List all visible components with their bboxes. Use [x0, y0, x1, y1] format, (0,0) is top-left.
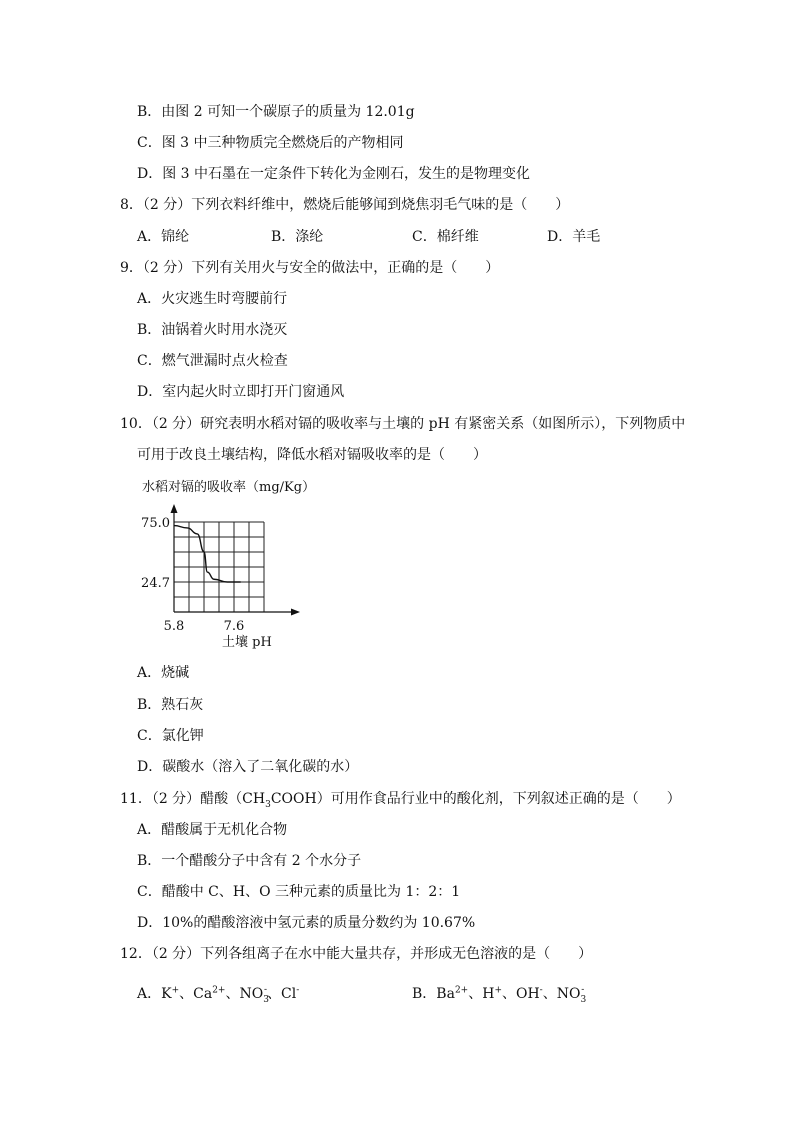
x-tick-label: 7.6: [223, 619, 245, 634]
chart-series: [174, 526, 241, 582]
q10-option-b: B．熟石灰: [137, 697, 204, 713]
q11-option-b: B．一个醋酸分子中含有 2 个水分子: [137, 853, 362, 869]
q11-option-a: A．醋酸属于无机化合物: [137, 822, 288, 838]
chart-grid: [174, 522, 264, 612]
q12-option-a-ions: [161, 985, 300, 1005]
q12-b-ion: H+、: [482, 985, 516, 1002]
q8-option-a: A．锦纶: [137, 229, 190, 245]
q12-option-b-ions: [436, 985, 587, 1005]
q11-stem-post: COOH）可用作食品行业中的酸化剂，下列叙述正确的是（ ）: [270, 791, 681, 807]
q8-options: [0, 227, 794, 247]
x-tick-label: 5.8: [163, 619, 185, 634]
q10-stem-line1: 10．（2 分）研究表明水稻对镉的吸收率与土壤的 pH 有紧密关系（如图所示），下列物质中: [120, 416, 686, 432]
q12-b-ion: $NO_3^-$: [556, 985, 587, 1005]
q9-stem: 9．（2 分）下列有关用火与安全的做法中，正确的是（ ）: [120, 260, 500, 276]
q12-a-ion: $Ca^{2+}$、: [193, 985, 240, 1002]
q9-option-c: C．燃气泄漏时点火检查: [137, 353, 288, 369]
x-axis-arrow: [291, 609, 300, 616]
chart-ylabel: 水稻对镉的吸收率（mg/Kg）: [142, 480, 316, 495]
q12-a-ion: $NO_3^-$、: [239, 985, 281, 1005]
q12-b-ion: $Ba^{2+}$、: [436, 985, 483, 1002]
y-axis-arrow: [171, 504, 178, 513]
q8-stem: 8．（2 分）下列衣料纤维中，燃烧后能够闻到烧焦羽毛气味的是（ ）: [120, 197, 570, 213]
chart-tick-labels: [141, 516, 244, 634]
q8-option-d: D．羊毛: [547, 229, 601, 245]
q11-stem-sub: 3: [265, 799, 271, 810]
q11-option-c: C．醋酸中 C、H、O 三种元素的质量比为 1：2：1: [137, 884, 461, 900]
chart-xlabel: 土壤 pH: [222, 635, 272, 650]
q7-option-d: D．图 3 中石墨在一定条件下转化为金刚石，发生的是物理变化: [137, 166, 531, 182]
q8-option-c: C．棉纤维: [412, 229, 479, 245]
q9-option-a: A．火灾逃生时弯腰前行: [137, 291, 288, 307]
y-tick-label: 24.7: [141, 576, 170, 591]
q7-option-c: C．图 3 中三种物质完全燃烧后的产物相同: [137, 135, 404, 151]
q7-option-b: B．由图 2 可知一个碳原子的质量为 12.01g: [137, 104, 415, 120]
cadmium-absorption-chart: [130, 474, 320, 654]
q12-option-b-label: B．: [412, 986, 437, 1002]
q10-option-d: D．碳酸水（溶入了二氧化碳的水）: [137, 759, 359, 775]
q9-option-b: B．油锅着火时用水浇灭: [137, 322, 288, 338]
y-tick-label: 75.0: [141, 516, 170, 531]
q11-stem-pre: 11．（2 分）醋酸（CH: [120, 791, 266, 807]
q9-option-d: D．室内起火时立即打开门窗通风: [137, 384, 345, 400]
q12-stem: 12．（2 分）下列各组离子在水中能大量共存，并形成无色溶液的是（ ）: [120, 946, 593, 962]
q10-option-a: A．烧碱: [137, 665, 190, 681]
absorption-curve: [174, 526, 241, 582]
q12-a-ion: Cl-: [281, 985, 300, 1002]
q10-stem-line2: 可用于改良土壤结构，降低水稻对镉吸收率的是（ ）: [137, 447, 487, 463]
q12-option-a-label: A．: [137, 986, 162, 1002]
q11-stem: [120, 789, 681, 809]
q11-option-d: D．10%的醋酸溶液中氢元素的质量分数约为 10.67%: [137, 915, 476, 931]
q12-option-b: [412, 984, 587, 1005]
q12-option-a: [137, 984, 299, 1004]
q10-option-c: C．氯化钾: [137, 728, 204, 744]
q12-a-ion: K+、: [161, 985, 194, 1002]
q8-option-b: B．涤纶: [271, 229, 324, 245]
q12-b-ion: OH-、: [515, 985, 557, 1002]
chart-axes: [171, 504, 301, 616]
